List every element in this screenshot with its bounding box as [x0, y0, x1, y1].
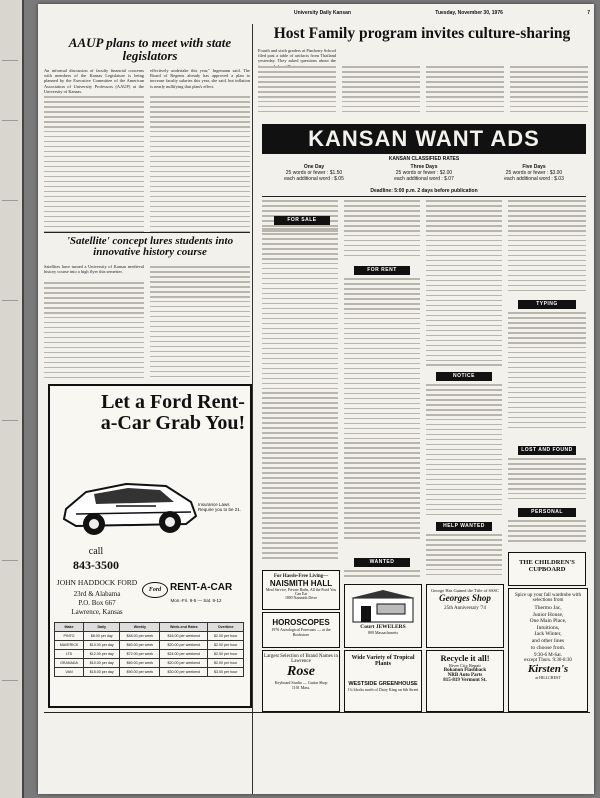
- table-cell: $2.00 per hour: [208, 659, 244, 668]
- masthead: [294, 10, 590, 20]
- rental-hours: Mon.-Fri. 9-5 — Sat. 9-12: [170, 598, 222, 603]
- help-wanted-listings: [426, 534, 502, 582]
- brand-item: Intuitions,: [536, 624, 560, 631]
- table-cell: $15.00 per day: [84, 668, 120, 677]
- horoscopes-sub: 1976 Astrological Forecasts — at the Bookstore: [271, 627, 331, 637]
- table-cell: $2.00 per hour: [208, 641, 244, 650]
- aaup-body-col1: [44, 96, 144, 236]
- plants-name: WESTSIDE GREENHOUSE: [348, 681, 418, 687]
- rose-title: Largest Selection of Brand Names in Lawrence: [264, 654, 338, 664]
- car-illustration: [56, 464, 206, 544]
- brand-item: and other lines: [531, 637, 565, 644]
- table-cell: $10.00 per day: [84, 641, 120, 650]
- childrens-cupboard-ad: [508, 552, 586, 586]
- table-row: [55, 632, 244, 641]
- host-lede: Fourth and sixth graders at Pinckney School filed past a table of artifacts from Thailand yesterday. They asked questions about the: [258, 48, 336, 64]
- rate-table-header: Daily: [84, 623, 120, 632]
- for-rent-listings: [344, 278, 420, 548]
- cupboard-name: THE CHILDREN'S CUPBOARD: [519, 559, 575, 573]
- westside-greenhouse-ad: [344, 650, 422, 712]
- rent-a-car-label: RENT-A-CAR: [170, 582, 233, 593]
- rate-table-header: Week-end Rates: [160, 623, 208, 632]
- table-cell: LTD: [55, 650, 84, 659]
- brand-item: Jack Winter,: [534, 631, 562, 638]
- table-cell: $90.00 per week: [120, 668, 160, 677]
- want-ads-banner: KANSAN WANT ADS: [262, 124, 586, 154]
- georges-shop-ad: [426, 584, 504, 648]
- dealer-name: JOHN HADDOCK FORD: [56, 578, 138, 587]
- rate-line1: 25 words or fewer : $1.50: [285, 170, 343, 176]
- table-cell: $48.00 per week: [120, 632, 160, 641]
- for-sale-listings: [262, 228, 338, 568]
- table-cell: $30.00 per weekend: [160, 668, 208, 677]
- george-anniversary: 25th Anniversary '74: [444, 606, 486, 611]
- naismith-title: For Hassle-Free Living—: [273, 574, 329, 579]
- aaup-headline: AAUP plans to meet with state legislators: [68, 35, 232, 63]
- satellite-headline: 'Satellite' concept lures students into innovative history course: [66, 235, 234, 258]
- recycle-name: Bokanon Flashback: [443, 668, 487, 673]
- table-cell: $60.00 per week: [120, 659, 160, 668]
- table-cell: $20.00 per weekend: [160, 659, 208, 668]
- lost-found-listings: [508, 458, 586, 504]
- recycle-address: 815-819 Vermont St.: [443, 678, 487, 683]
- kirstens-ad: [508, 588, 588, 712]
- section-for-rent: FOR RENT: [354, 266, 410, 275]
- table-cell: $24.00 per weekend: [160, 650, 208, 659]
- horoscopes-title: HOROSCOPES: [272, 618, 330, 627]
- satellite-lede: Satellites have turned a University of Kansas medieval history course into a high flyer this semester.: [44, 264, 144, 275]
- table-row: [55, 641, 244, 650]
- naismith-name: NAISMITH HALL: [269, 579, 333, 588]
- table-row: [55, 650, 244, 659]
- section-for-sale: FOR SALE: [274, 216, 330, 225]
- spice-hours: 9:30-6 M-Sat.: [533, 653, 563, 659]
- table-cell: $20.00 per weekend: [160, 641, 208, 650]
- table-cell: $60.00 per week: [120, 641, 160, 650]
- dealer-city: Lawrence, Kansas: [71, 608, 123, 616]
- personal-listings: [508, 520, 586, 548]
- rate-table-header: Weekly: [120, 623, 160, 632]
- recycle-ad: [426, 650, 504, 712]
- table-cell: $3.00 per hour: [208, 668, 244, 677]
- classifieds-col3: [426, 200, 502, 370]
- table-row: [55, 668, 244, 677]
- rate-three-days: [372, 164, 476, 186]
- storefront-illustration: [347, 588, 419, 624]
- table-cell: $2.50 per hour: [208, 650, 244, 659]
- naismith-hall-ad: [262, 570, 340, 610]
- rose-keyboard-ad: [262, 650, 340, 712]
- recycle-sub: River City Repair: [449, 663, 481, 668]
- rate-line2: each additional word : $.03: [504, 176, 564, 182]
- nrb-name: NRB Auto Parts: [447, 673, 483, 678]
- satellite-body-col1: [44, 282, 144, 380]
- table-row: [55, 659, 244, 668]
- horoscopes-ad: [262, 612, 340, 648]
- rose-sub: Keyboard Studio — Guitar Shop: [274, 680, 328, 685]
- court-jewelers-ad: [344, 584, 422, 648]
- typing-listings: [508, 312, 586, 436]
- aaup-col2: effectively undertake this year," Ingemann said. The Board of Regents already has approved a plan to increase faculty salaries this year, she said, but inflation is nearly nullifying that plan's effect.: [150, 68, 250, 89]
- section-lost-found: LOST AND FOUND: [518, 446, 576, 455]
- jewelers-address: 809 Massachusetts: [367, 630, 399, 635]
- rates-row: [262, 164, 586, 186]
- rose-name: Rose: [287, 664, 315, 679]
- phone-number: 843-3500: [73, 558, 119, 572]
- rate-table-header: Make: [55, 623, 84, 632]
- table-cell: $12.00 per day: [84, 650, 120, 659]
- call-label: call: [88, 546, 104, 557]
- table-cell: MAVERICK: [55, 641, 84, 650]
- table-cell: $16.00 per weekend: [160, 632, 208, 641]
- rate-label: One Day: [303, 164, 325, 170]
- aaup-body-col2: [150, 96, 250, 236]
- table-cell: PINTO: [55, 632, 84, 641]
- rose-address: 1101 Mass.: [291, 685, 311, 690]
- jewelers-name: Court JEWELERS: [360, 624, 406, 630]
- satellite-body-col2: [150, 266, 250, 380]
- deadline: Deadline: 5:00 p.m. 2 days before publication: [370, 188, 478, 194]
- page-number: 7: [587, 10, 590, 16]
- ford-rent-a-car-ad: [48, 384, 252, 708]
- brand-item: Junior House,: [532, 611, 564, 618]
- naismith-sub: Meal Service, Private Baths, All the Food You Can Eat: [265, 588, 337, 596]
- spice-thursday: except Thurs. 9:30-8:30: [524, 658, 572, 664]
- notice-listings: [426, 384, 502, 520]
- rate-line2: each additional word : $.07: [394, 176, 454, 182]
- rate-table-wrapper: [54, 622, 244, 677]
- table-cell: $10.00 per day: [84, 659, 120, 668]
- spice-text: Spice up your fall wardrobe with selections from: [515, 593, 581, 603]
- section-wanted: WANTED: [354, 558, 410, 567]
- rate-line2: each additional word : $.05: [284, 176, 344, 182]
- table-cell: GRANADA: [55, 659, 84, 668]
- classifieds-col4: [508, 200, 586, 296]
- recycle-title: Recycle it all!: [440, 653, 490, 663]
- ford-logo: Ford: [142, 582, 168, 598]
- george-title: George Has Gained the Title of SSSC: [431, 588, 499, 593]
- table-cell: $8.00 per day: [84, 632, 120, 641]
- brand-item: Thermo Jac,: [534, 605, 562, 611]
- brand-list: [509, 605, 587, 651]
- naismith-address: 1800 Naismith Drive: [284, 596, 318, 600]
- section-typing: TYPING: [518, 300, 576, 309]
- rate-line1: 25 words or fewer : $3.00: [505, 170, 563, 176]
- table-cell: $72.00 per week: [120, 650, 160, 659]
- classified-rates-title: KANSAN CLASSIFIED RATES: [388, 156, 460, 162]
- rate-label: Three Days: [410, 164, 438, 170]
- table-cell: VAN: [55, 668, 84, 677]
- ford-ad-title: Let a Ford Rent-a-Car Grab You!: [100, 391, 246, 434]
- rate-label: Five Days: [522, 164, 546, 170]
- section-notice: NOTICE: [436, 372, 492, 381]
- rate-line1: 25 words or fewer : $2.00: [395, 170, 453, 176]
- dealer-address1: 23rd & Alabama: [73, 590, 121, 598]
- section-personal: PERSONAL: [518, 508, 576, 517]
- kirstens-location: at HILLCREST: [535, 675, 561, 681]
- insurance-note: Insurance Laws Require you to be 21.: [198, 502, 242, 512]
- newspaper-page: [38, 4, 594, 794]
- section-help-wanted: HELP WANTED: [436, 522, 492, 531]
- adjacent-page-edge: [0, 0, 24, 798]
- paper-date: Tuesday, November 30, 1976: [435, 10, 503, 16]
- table-cell: $2.00 per hour: [208, 632, 244, 641]
- host-family-headline: Host Family program invites culture-sharing: [273, 25, 571, 42]
- aaup-lede: An informal discussion of faculty financial concerns with members of the Kansas Legislature is being planned by the Executive Committee of the American Association of University Professors (AAUP) at the University of Kansas.: [44, 68, 144, 94]
- rate-one-day: [262, 164, 366, 186]
- kirstens-name: Kirsten's: [527, 663, 569, 676]
- rate-five-days: [482, 164, 586, 186]
- rate-table-header: Overtime: [208, 623, 244, 632]
- wanted-listings: [344, 570, 420, 582]
- paper-name: University Daily Kansan: [294, 10, 351, 16]
- george-name: Georges Shop: [439, 593, 491, 603]
- brand-item: to choose from.: [530, 644, 566, 651]
- brand-item: One Main Place,: [529, 618, 567, 625]
- plants-title: Wide Variety of Tropical Plants: [351, 655, 415, 667]
- rate-table: [54, 622, 244, 677]
- host-body: [258, 66, 588, 120]
- dealer-address2: P.O. Box 667: [78, 599, 116, 607]
- plants-address: 1¾ blocks north of Dairy King on 6th Street: [347, 687, 419, 692]
